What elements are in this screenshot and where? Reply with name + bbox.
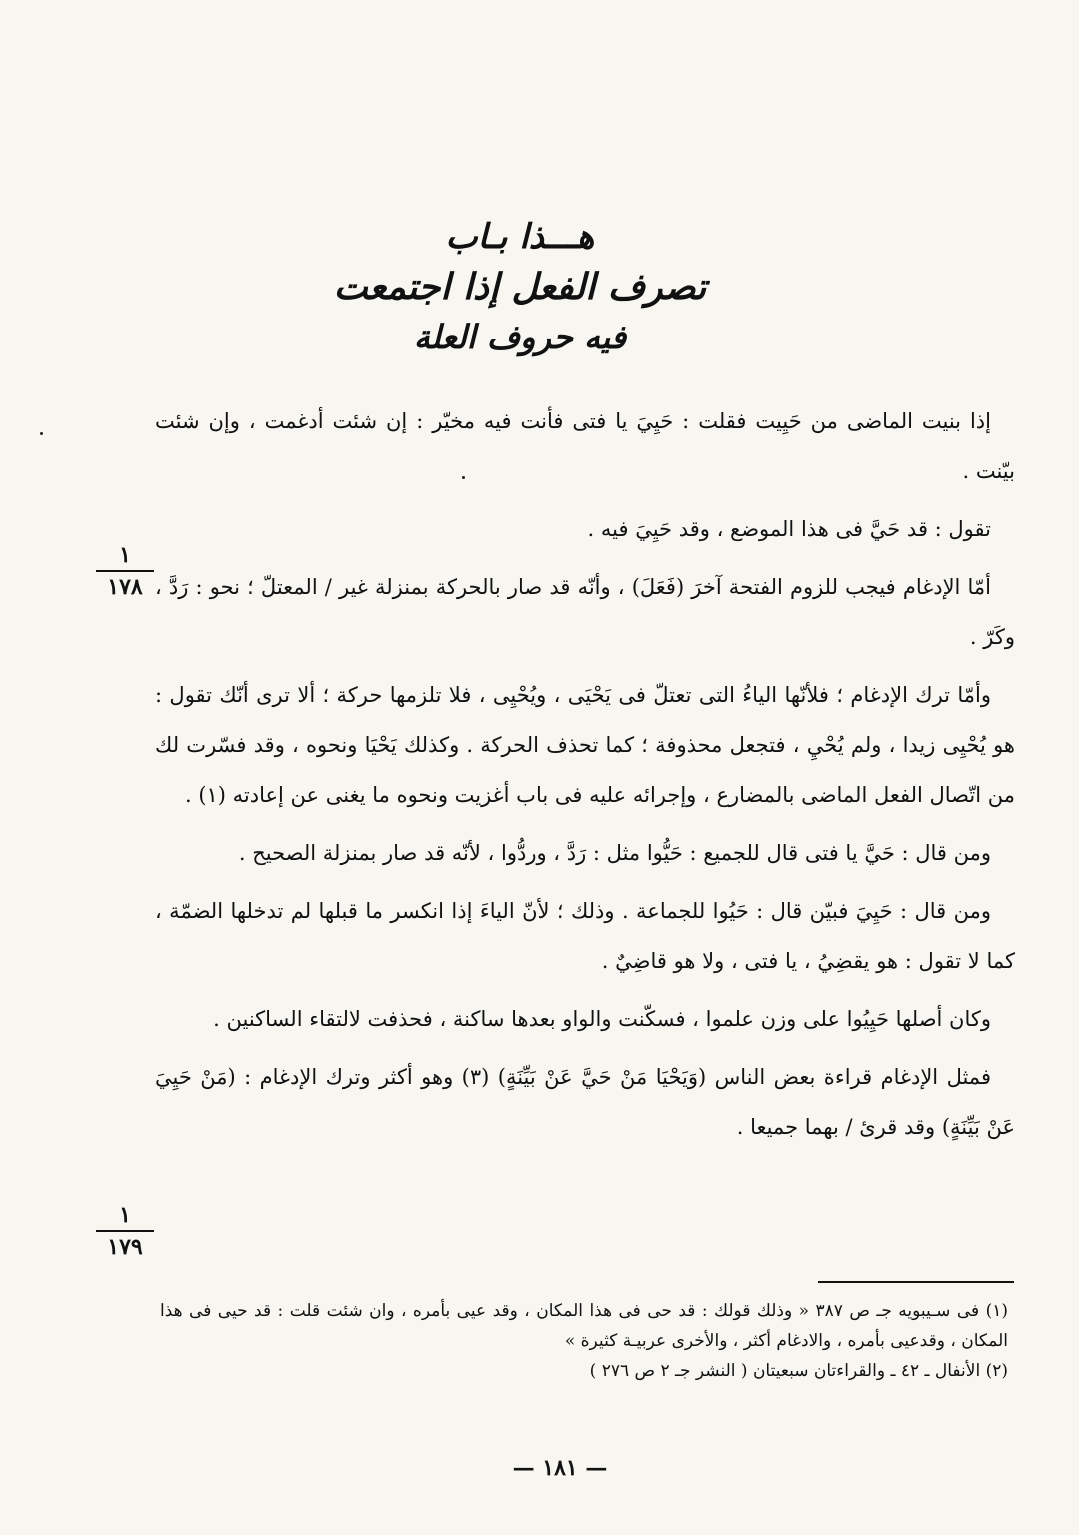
title-line-3: فيه حروف العلة — [413, 318, 627, 356]
paragraph: وكان أصلها حَيِيُوا على وزن علموا ، فسكّنت والواو بعدها ساكنة ، فحذفت لالتقاء الساكنين . — [213, 1007, 991, 1031]
manuscript-folio-marker — [96, 1202, 154, 1260]
paragraph: تقول : قد حَيَّ فى هذا الموضع ، وقد حَيِيَ فيه . — [587, 517, 991, 541]
footnote-separator — [818, 1281, 1014, 1283]
folio-numerator: ١ — [96, 542, 154, 572]
paragraph: ومن قال : حَيَّ يا فتى قال للجميع : حَيُّوا مثل : رَدَّ ، وردُّوا ، لأنّه قد صار بمنزلة الصحيح . — [238, 841, 991, 865]
footnotes — [160, 1296, 1008, 1386]
main-text — [155, 396, 1015, 1160]
manuscript-folio-marker — [96, 542, 154, 600]
chapter-title — [300, 212, 740, 362]
folio-denominator: ١٧٩ — [107, 1234, 143, 1260]
title-line-2: تصرف الفعل إذا اجتمعت — [333, 266, 707, 308]
paragraph: إذا بنيت الماضى من حَيِيت فقلت : حَيِيَ يا فتى فأنت فيه مخيّر : إن شئت أدغمت ، وإن شئت بيّنت . — [155, 409, 1015, 483]
paragraph: وأمّا ترك الإدغام ؛ فلأنّها الياءُ التى تعتلّ فى يَحْيَى ، ويُحْيِى ، فلا تلزمها حركة ؛ ألا ترى أنّك تقول : هو يُحْيِى زيدا ، ولم يُحْيِ ، فتجعل محذوفة ؛ كما تحذف الحركة . وكذلك يَحْيَا ونحوه ، وقد فسّرت لك من اتّصال الفعل الماضى بالمضارع ، وإجرائه عليه فى باب أغزيت ونحوه ما يغنى عن إعادته (١) . — [155, 683, 1015, 807]
folio-denominator: ١٧٨ — [107, 574, 143, 600]
footnote: (٢) الأنفال ـ ٤٢ ـ والقراءتان سبعيتان ( النشر جـ ٢ ص ٢٧٦ ) — [589, 1361, 1008, 1381]
title-line-1: هـــذا بـاب — [445, 217, 595, 257]
paragraph: فمثل الإدغام قراءة بعض الناس (وَيَحْيَا مَنْ حَيَّ عَنْ بَيِّنَةٍ) (٣) وهو أكثر وترك الإدغام : (مَنْ حَيِيَ عَنْ بَيِّنَةٍ) وقد قرئ / بهما جميعا . — [155, 1065, 1015, 1139]
scan-speck — [40, 432, 43, 435]
paragraph: أمّا الإدغام فيجب للزوم الفتحة آخرَ (فَعَلَ) ، وأنّه قد صار بالحركة بمنزلة غير / المعتلّ ؛ نحو : رَدَّ ، وكَرّ . — [155, 575, 1015, 649]
folio-numerator: ١ — [96, 1202, 154, 1232]
page-number: — ١٨١ — — [512, 1455, 608, 1481]
scan-speck — [462, 476, 465, 479]
paragraph: ومن قال : حَيِيَ فبيّن قال : حَيُوا للجماعة . وذلك ؛ لأنّ الياءَ إذا انكسر ما قبلها لم تدخلها الضمّة ، كما لا تقول : هو يقضِيُ ، يا فتى ، ولا هو قاضِيٌ . — [155, 899, 1015, 973]
footnote: (١) فى سـيبويه جـ ص ٣٨٧ « وذلك قولك : قد حى فى هذا المكان ، وقد عيى بأمره ، وان شئت قلت : قد حيى فى هذا المكان ، وقدعيى بأمره ، والادغام أكثر ، والأخرى عربيـة كثيرة » — [160, 1301, 1008, 1351]
